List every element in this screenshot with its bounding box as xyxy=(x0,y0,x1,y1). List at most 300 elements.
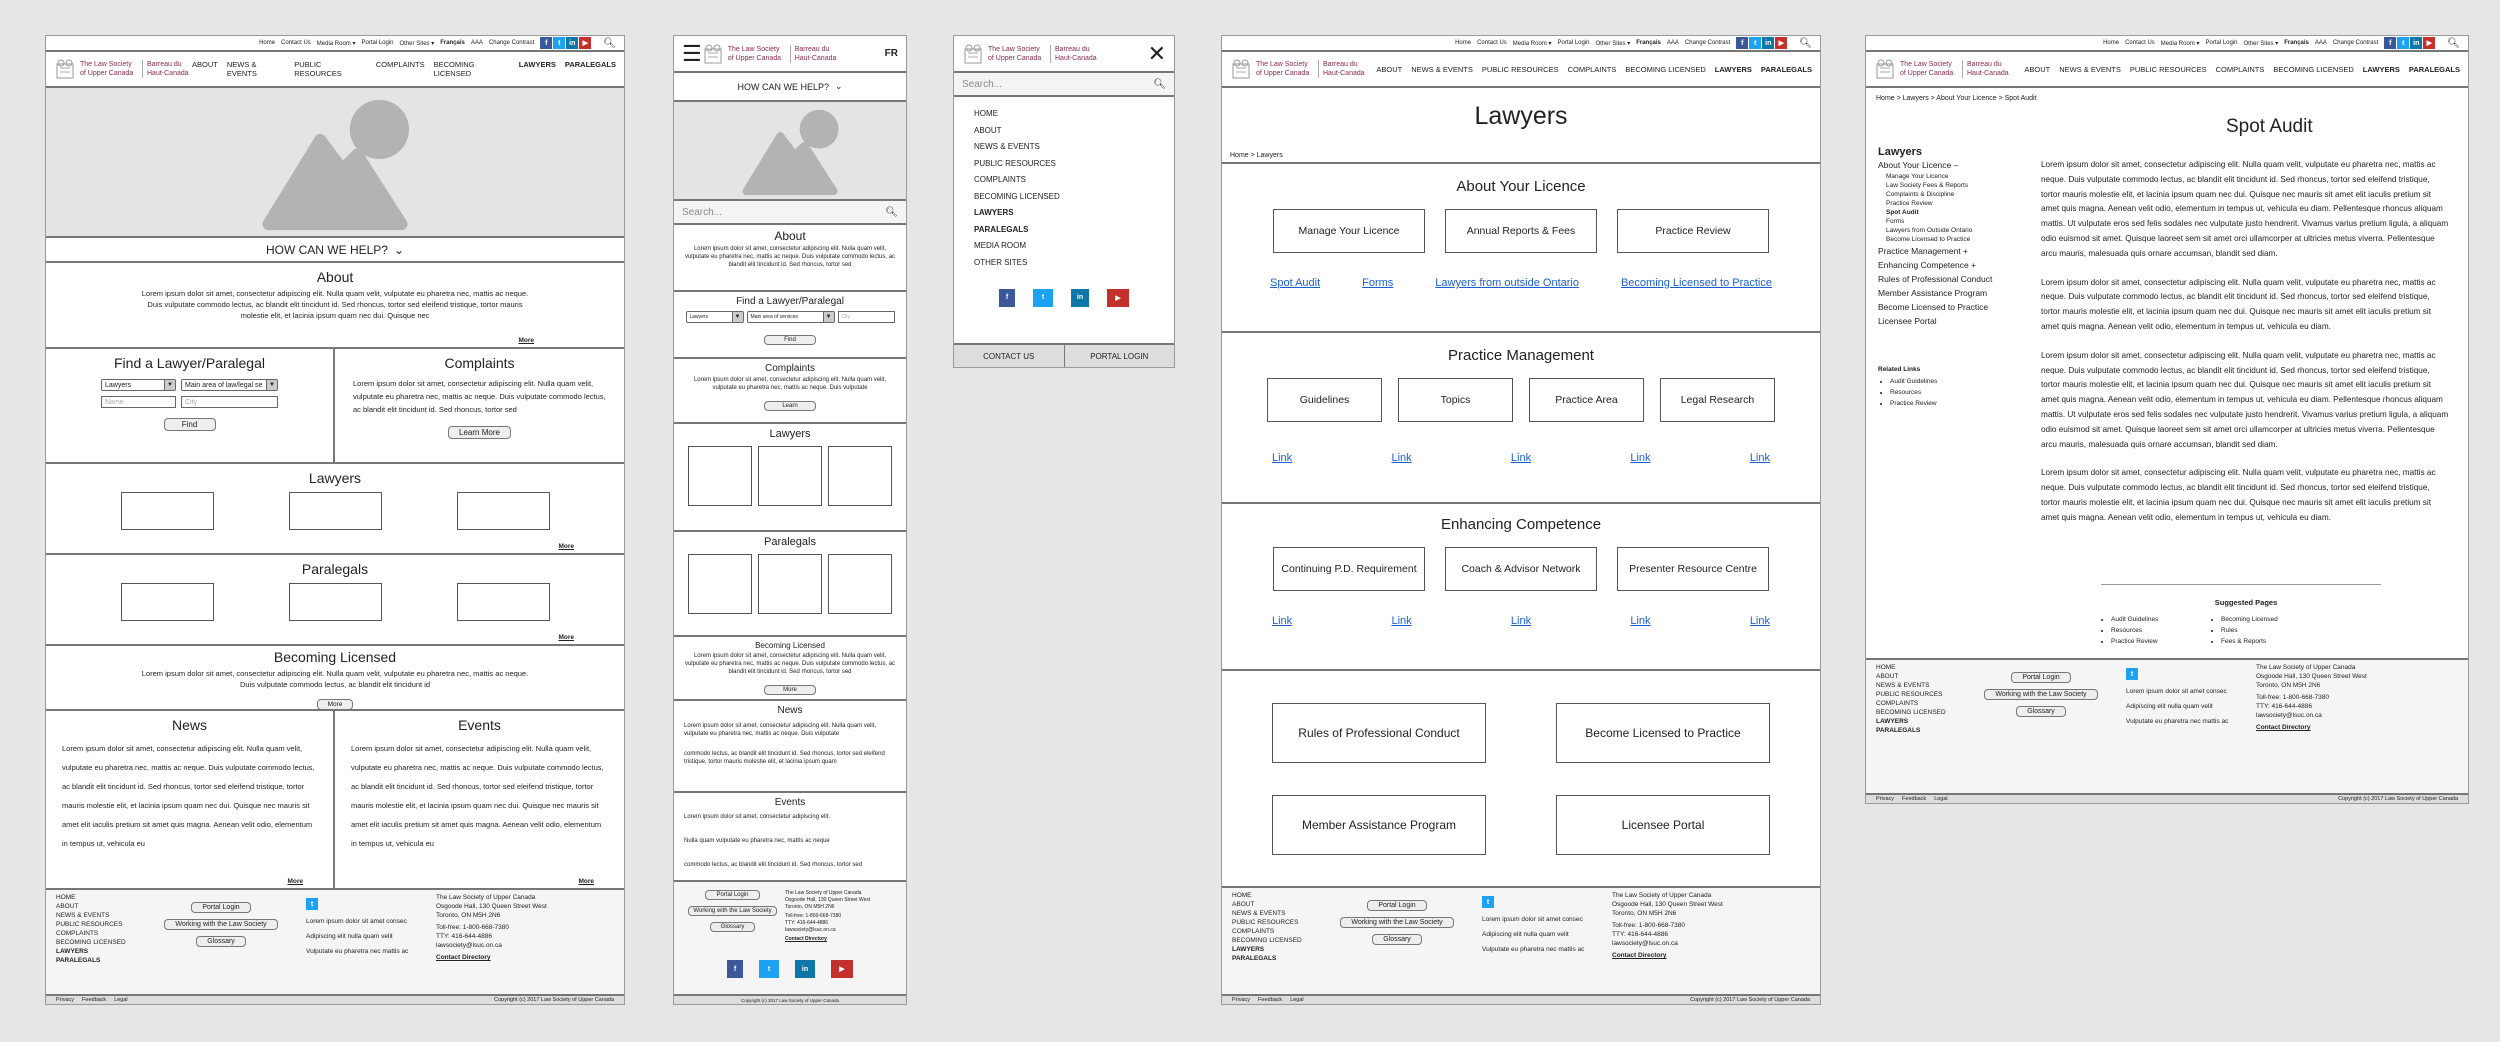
nav-item[interactable]: ABOUT xyxy=(2024,64,2051,74)
utility-link[interactable]: Change Contrast xyxy=(488,40,535,46)
search-input[interactable] xyxy=(674,201,906,225)
nav-item[interactable]: BECOMING LICENSED xyxy=(1625,64,1706,74)
suggested-page-link[interactable]: • Fees & Reports xyxy=(2221,636,2278,647)
how-can-we-help-dropdown[interactable] xyxy=(46,238,624,263)
portal-login-button[interactable]: Portal Login xyxy=(1367,900,1426,911)
nav-item[interactable]: COMPLAINTS xyxy=(1567,64,1617,74)
section-link[interactable]: Spot Audit xyxy=(1270,277,1321,289)
complaints-text: Lorem ipsum dolor sit amet, consectetur adipiscing elit. Nulla quam velit, vulputate eu pharetra nec, mattis ac neque. Duis vulputate commodo lectus, ac blandit elit tincidunt id. Sed rhoncus, tortor sed xyxy=(353,379,606,414)
close-icon[interactable]: ✕ xyxy=(1147,40,1166,66)
address-line: The Law Society of Upper Canada xyxy=(436,894,536,901)
learn-button[interactable]: Learn xyxy=(764,401,816,411)
nav-item[interactable]: ABOUT xyxy=(1376,64,1403,74)
city-input[interactable]: City xyxy=(838,311,895,323)
utility-link[interactable]: AAA xyxy=(470,40,483,46)
utility-link[interactable]: Portal Login xyxy=(361,40,394,46)
logo-text-fr: Barreau du Haut-Canada xyxy=(1318,60,1368,78)
search-icon[interactable]: 🔍︎ xyxy=(1153,78,1166,90)
utility-bar xyxy=(46,36,624,52)
contact-directory-link[interactable]: Contact Directory xyxy=(436,954,491,961)
sidebar-item[interactable]: Licensee Portal xyxy=(1878,316,1937,326)
nav-item[interactable]: LAWYERS xyxy=(1714,64,1752,74)
linkedin-icon[interactable]: in xyxy=(1071,289,1089,307)
quick-link-button[interactable]: Rules of Professional Conduct xyxy=(1272,703,1486,763)
nav-item[interactable]: LAWYERS xyxy=(2362,64,2400,74)
address-line: Toronto, ON M5H 2N6 xyxy=(2256,682,2321,689)
lawyer-card[interactable] xyxy=(289,492,382,530)
more-link[interactable]: More xyxy=(287,878,303,885)
bottom-bar xyxy=(46,994,624,1004)
nav-item[interactable]: NEWS & EVENTS xyxy=(1411,64,1473,74)
logo[interactable] xyxy=(54,58,192,80)
working-with-law-society-button[interactable]: Working with the Law Society xyxy=(1340,917,1453,928)
portal-login-button[interactable]: Portal Login xyxy=(705,890,759,900)
footer-nav-link[interactable]: COMPLAINTS xyxy=(1232,928,1275,935)
news-heading: News xyxy=(777,705,803,716)
youtube-icon[interactable]: ▶ xyxy=(579,37,591,49)
paralegal-card[interactable] xyxy=(828,554,892,614)
sidebar-item[interactable]: Member Assistance Program xyxy=(1878,288,1988,298)
footer-nav-link[interactable]: NEWS & EVENTS xyxy=(56,912,110,919)
footer-nav-link[interactable]: LAWYERS xyxy=(1876,718,1909,725)
complaints-section xyxy=(335,349,624,462)
social-icons xyxy=(2384,37,2435,49)
facebook-icon[interactable]: f xyxy=(999,289,1015,307)
utility-link[interactable]: Media Room ▾ xyxy=(316,40,356,47)
linkedin-icon[interactable]: in xyxy=(1762,37,1774,49)
bottom-link[interactable]: Privacy xyxy=(1876,796,1895,802)
mobile-footer xyxy=(674,882,906,994)
event-item: Lorem ipsum dolor sit amet, consectetur adipiscing elit. xyxy=(684,814,831,820)
language-toggle[interactable]: FR xyxy=(884,48,898,59)
youtube-icon[interactable]: ▶ xyxy=(1107,289,1129,307)
twitter-icon[interactable]: t xyxy=(1033,289,1053,307)
bottom-bar xyxy=(1866,793,2468,803)
email[interactable]: lawsociety@lsuc.on.ca xyxy=(436,942,502,949)
footer-nav-link[interactable]: COMPLAINTS xyxy=(1876,700,1919,707)
nav-item[interactable]: ABOUT xyxy=(192,60,218,69)
sidebar-subitem[interactable]: Manage Your Licence xyxy=(1886,173,1949,180)
twitter-icon[interactable]: t xyxy=(759,960,779,978)
section-button[interactable]: Coach & Advisor Network xyxy=(1445,547,1597,591)
paralegal-card[interactable] xyxy=(758,554,822,614)
breadcrumb[interactable]: Home > Lawyers > About Your Licence > Spot Audit xyxy=(1876,95,2037,102)
facebook-icon[interactable]: f xyxy=(727,960,743,978)
email[interactable]: lawsociety@lsuc.on.ca xyxy=(1612,940,1678,947)
more-link[interactable]: More xyxy=(558,634,574,641)
lawyer-card[interactable] xyxy=(457,492,550,530)
twitter-icon[interactable]: t xyxy=(306,898,318,910)
crest-icon xyxy=(962,43,984,65)
sidebar-item[interactable]: Practice Management + xyxy=(1878,246,1969,256)
spot-audit-page-wireframe xyxy=(1865,35,2469,804)
footer-nav-link[interactable]: NEWS & EVENTS xyxy=(1876,682,1930,689)
utility-link[interactable]: Portal Login xyxy=(2205,40,2238,46)
image-placeholder-icon xyxy=(674,102,906,199)
search-input[interactable] xyxy=(954,73,1174,97)
section-link[interactable]: Lawyers from outside Ontario xyxy=(1435,277,1579,289)
section-button[interactable]: Practice Review xyxy=(1617,209,1769,253)
lawyers-heading: Lawyers xyxy=(769,428,811,440)
contact-directory-link[interactable]: Contact Directory xyxy=(2256,724,2311,731)
section-link[interactable]: Link xyxy=(1510,452,1532,464)
paralegal-card[interactable] xyxy=(289,583,382,621)
nav-item[interactable]: PARALEGALS xyxy=(1760,64,1812,74)
portal-login-button[interactable]: Portal Login xyxy=(191,902,250,913)
footer-nav-link[interactable]: BECOMING LICENSED xyxy=(56,939,126,946)
utility-link[interactable]: Change Contrast xyxy=(1684,40,1731,46)
search-placeholder: Search... xyxy=(962,78,1003,90)
paralegal-card[interactable] xyxy=(121,583,214,621)
utility-link[interactable]: Home xyxy=(2103,40,2120,46)
list xyxy=(1222,452,1820,464)
menu-item[interactable]: NEWS & EVENTS xyxy=(974,142,1040,151)
nav-item[interactable]: LAWYERS xyxy=(518,60,556,69)
list xyxy=(1222,547,1820,591)
lawyers-page-wireframe xyxy=(1221,35,1821,1005)
events-section xyxy=(335,711,624,888)
contact-directory-link[interactable]: Contact Directory xyxy=(785,936,827,942)
becoming-licensed-section xyxy=(674,637,906,701)
glossary-button[interactable]: Glossary xyxy=(1372,934,1422,945)
about-text: Lorem ipsum dolor sit amet, consectetur adipiscing elit. Nulla quam velit, vulputate eu pharetra nec, mattis ac neque. Duis vulputate commodo lectus, ac blandit elit tincidunt id. Sed rhoncus, tortor sed xyxy=(684,246,896,268)
mobile-menu-wireframe xyxy=(953,35,1175,368)
linkedin-icon[interactable]: in xyxy=(795,960,815,978)
logo-text-en: The Law Society of Upper Canada xyxy=(80,61,134,77)
sidebar-item-about-your-licence[interactable]: About Your Licence – xyxy=(1878,160,1959,170)
utility-link[interactable]: AAA xyxy=(1666,40,1679,46)
search-icon[interactable]: 🔍︎ xyxy=(2447,37,2460,49)
tweet: Vulputate eu pharetra nec mattis ac xyxy=(1482,946,1585,953)
bottom-link[interactable]: Privacy xyxy=(56,997,75,1003)
learn-more-button[interactable]: Learn More xyxy=(448,426,511,439)
logo-text-fr: Barreau du Haut-Canada xyxy=(1962,60,2012,78)
section-link[interactable]: Link xyxy=(1391,452,1412,464)
crest-icon xyxy=(1230,58,1252,80)
footer-nav-link[interactable]: COMPLAINTS xyxy=(56,930,99,937)
utility-link[interactable]: Portal Login xyxy=(1557,40,1590,46)
sidebar-item[interactable]: Enhancing Competence + xyxy=(1878,260,1977,270)
area-of-law-select[interactable]: Main area of law/legal se ▼ xyxy=(181,379,278,391)
copyright: Copyright (c) 2017 Law Society of Upper Canada xyxy=(494,997,614,1003)
search-icon[interactable]: 🔍︎ xyxy=(885,206,898,218)
sidebar-subitem[interactable]: Lawyers from Outside Ontario xyxy=(1886,227,1973,234)
tweet: Vulputate eu pharetra nec mattis ac xyxy=(2126,718,2229,725)
news-text: Lorem ipsum dolor sit amet, consectetur adipiscing elit. Nulla quam velit, vulputate eu pharetra nec, mattis ac neque. Duis vulputate xyxy=(684,723,877,737)
nav-item[interactable]: PUBLIC RESOURCES xyxy=(2129,64,2207,74)
utility-link[interactable]: Media Room ▾ xyxy=(1512,40,1552,47)
about-your-licence-section xyxy=(1222,164,1820,333)
lawyer-card[interactable] xyxy=(758,446,822,506)
logo-text-fr: Barreau du Haut-Canada xyxy=(1050,45,1100,63)
paralegal-card[interactable] xyxy=(688,554,752,614)
nav-item[interactable]: NEWS & EVENTS xyxy=(2059,64,2121,74)
quick-link-button[interactable]: Licensee Portal xyxy=(1556,795,1770,855)
portal-login-button[interactable]: PORTAL LOGIN xyxy=(1090,351,1149,361)
find-complaints-row xyxy=(46,349,624,464)
nav-item[interactable]: BECOMING LICENSED xyxy=(2273,64,2354,74)
search-icon[interactable]: 🔍︎ xyxy=(1799,37,1812,49)
bottom-link[interactable]: Privacy xyxy=(1232,997,1251,1003)
sidebar-subitem[interactable]: Law Society Fees & Reports xyxy=(1886,182,1969,189)
crest-icon xyxy=(702,43,724,65)
logo[interactable] xyxy=(702,43,840,65)
quick-link-button[interactable]: Become Licensed to Practice xyxy=(1556,703,1770,763)
utility-link[interactable]: AAA xyxy=(2314,40,2327,46)
area-of-services-select[interactable]: Main area of services ▼ xyxy=(747,311,835,323)
utility-link[interactable]: Other Sites ▾ xyxy=(2243,40,2279,47)
footer-nav-link[interactable]: PARALEGALS xyxy=(1232,955,1277,962)
page-title: Spot Audit xyxy=(2226,116,2313,137)
section-link[interactable]: Link xyxy=(1272,615,1293,627)
tweet: Vulputate eu pharetra nec mattis ac xyxy=(306,948,409,955)
logo[interactable] xyxy=(962,43,1100,65)
paralegals-heading: Paralegals xyxy=(301,561,369,577)
nav-item[interactable]: NEWS & EVENTS xyxy=(226,60,257,78)
footer-nav-link[interactable]: PUBLIC RESOURCES xyxy=(1232,919,1299,926)
help-label: HOW CAN WE HELP? xyxy=(737,81,829,92)
section-button[interactable]: Legal Research xyxy=(1660,378,1775,422)
menu-item[interactable]: MEDIA ROOM xyxy=(974,241,1027,250)
nav-item[interactable]: PARALEGALS xyxy=(564,60,616,69)
mobile-header xyxy=(674,36,906,73)
menu-item[interactable]: PARALEGALS xyxy=(974,224,1029,234)
bottom-link[interactable]: Legal xyxy=(1290,997,1304,1003)
menu-item[interactable]: HOME xyxy=(974,109,998,118)
find-button[interactable]: Find xyxy=(764,335,816,345)
nav-item[interactable]: BECOMING LICENSED xyxy=(433,60,475,78)
section-button[interactable]: Continuing P.D. Requirement xyxy=(1273,547,1425,591)
bottom-link[interactable]: Feedback xyxy=(82,997,107,1003)
working-with-law-society-button[interactable]: Working with the Law Society xyxy=(1984,689,2097,700)
utility-link[interactable]: Français xyxy=(2284,40,2309,46)
youtube-icon[interactable]: ▶ xyxy=(831,960,853,978)
news-section xyxy=(674,701,906,793)
section-button[interactable]: Annual Reports & Fees xyxy=(1445,209,1597,253)
lawyer-type-select[interactable]: Lawyers ▼ xyxy=(101,379,176,391)
suggested-page-link[interactable]: • Audit Guidelines xyxy=(2111,614,2158,625)
glossary-button[interactable]: Glossary xyxy=(196,936,246,947)
email[interactable]: lawsociety@lsuc.on.ca xyxy=(785,927,836,933)
footer-nav-link[interactable]: ABOUT xyxy=(1876,673,1899,680)
sidebar-item[interactable]: Rules of Professional Conduct xyxy=(1878,274,1993,284)
footer-nav-link[interactable]: LAWYERS xyxy=(56,948,89,955)
section-link[interactable]: Forms xyxy=(1362,277,1394,289)
section-link[interactable]: Link xyxy=(1749,452,1770,464)
nav-item[interactable]: COMPLAINTS xyxy=(2215,64,2265,74)
linkedin-icon[interactable]: in xyxy=(2410,37,2422,49)
sidebar-subitem[interactable]: Forms xyxy=(1886,218,1905,225)
events-section xyxy=(674,793,906,882)
hamburger-menu-icon[interactable]: ☰ xyxy=(682,40,702,66)
social-icons xyxy=(1736,37,1787,49)
utility-link[interactable]: Contact Us xyxy=(281,40,311,46)
more-button[interactable]: More xyxy=(764,685,816,695)
utility-link[interactable]: Français xyxy=(1636,40,1661,46)
bottom-link[interactable]: Feedback xyxy=(1258,997,1283,1003)
list xyxy=(1222,277,1820,289)
about-heading: About xyxy=(774,229,806,243)
phone: Toll-free: 1-800-668-7380 xyxy=(2256,694,2329,701)
menu-item[interactable]: OTHER SITES xyxy=(974,257,1028,267)
about-text: Lorem ipsum dolor sit amet, consectetur adipiscing elit. Nulla quam velit, vulputate eu pharetra nec, mattis ac neque. Duis vulputate commodo lectus, ac blandit elit tincidunt id. Sed rhoncus, tortor sed eleifend tristique, tortor mauris molestie elit, et lacinia ipsum quam nec dui. Quisque nec xyxy=(141,289,529,320)
working-with-law-society-button[interactable]: Working with the Law Society xyxy=(688,906,776,916)
section-link[interactable]: Link xyxy=(1630,452,1651,464)
related-link[interactable]: • Audit Guidelines xyxy=(1890,376,2038,387)
sidebar-subitem[interactable]: Practice Review xyxy=(1886,200,1933,207)
footer-nav-link[interactable]: PUBLIC RESOURCES xyxy=(1876,691,1943,698)
menu-item[interactable]: PUBLIC RESOURCES xyxy=(974,158,1056,168)
section-button[interactable]: Manage Your Licence xyxy=(1273,209,1425,253)
facebook-icon[interactable]: f xyxy=(540,37,552,49)
more-button[interactable]: More xyxy=(317,699,354,710)
utility-bar xyxy=(1222,36,1820,52)
footer-nav-link[interactable]: ABOUT xyxy=(56,903,79,910)
suggested-page-link[interactable]: • Rules xyxy=(2221,625,2278,636)
linkedin-icon[interactable]: in xyxy=(566,37,578,49)
section-link[interactable]: Link xyxy=(1749,615,1770,627)
footer-nav-link[interactable]: PUBLIC RESOURCES xyxy=(56,921,123,928)
city-input[interactable]: City xyxy=(181,396,278,408)
sidebar-item[interactable]: Become Licensed to Practice xyxy=(1878,302,1989,312)
suggested-page-link[interactable]: • Becoming Licensed xyxy=(2221,614,2278,625)
sidebar-subitem[interactable]: Spot Audit xyxy=(1886,209,1919,216)
section-link[interactable]: Link xyxy=(1510,615,1532,627)
glossary-button[interactable]: Glossary xyxy=(710,922,756,932)
logo[interactable] xyxy=(1874,58,2012,80)
lawyer-card[interactable] xyxy=(121,492,214,530)
event-item: commodo lectus, ac blandit elit tincidunt id. Sed rhoncus, tortor sed xyxy=(684,862,863,868)
footer-nav-link[interactable]: PARALEGALS xyxy=(56,957,101,964)
working-with-law-society-button[interactable]: Working with the Law Society xyxy=(164,919,277,930)
footer-nav-link[interactable]: BECOMING LICENSED xyxy=(1876,709,1946,716)
news-text: Lorem ipsum dolor sit amet, consectetur adipiscing elit. Nulla quam velit, vulputate eu pharetra nec, mattis ac neque. Duis vulputate commodo lectus, ac blandit elit tincidunt id. Sed rhoncus, tortor sed eleifend tristique, tortor mauris molestie elit, et lacinia ipsum quam nec dui. Quisque nec mauris sit amet elit iaculis pretium sit amet quis magna. Aenean velit odio, elementum in tempus ut, vehicula eu xyxy=(62,744,315,848)
related-link[interactable]: • Resources xyxy=(1890,387,2038,398)
twitter-icon[interactable]: t xyxy=(2126,668,2138,680)
search-icon[interactable]: 🔍︎ xyxy=(603,37,616,49)
nav-item[interactable]: PARALEGALS xyxy=(2408,64,2460,74)
section-button[interactable]: Guidelines xyxy=(1267,378,1382,422)
more-link[interactable]: More xyxy=(558,543,574,550)
footer-nav-link[interactable]: HOME xyxy=(1876,664,1896,671)
bottom-link[interactable]: Feedback xyxy=(1902,796,1927,802)
sidebar-subitem[interactable]: Become Licensed to Practice xyxy=(1886,236,1971,243)
section-link[interactable]: Link xyxy=(1391,615,1412,627)
quick-link-button[interactable]: Member Assistance Program xyxy=(1272,795,1486,855)
contact-us-button[interactable]: CONTACT US xyxy=(954,345,1065,367)
menu-item[interactable]: BECOMING LICENSED xyxy=(974,191,1060,201)
list xyxy=(1222,378,1820,422)
complaints-heading: Complaints xyxy=(764,363,816,374)
youtube-icon[interactable]: ▶ xyxy=(1775,37,1787,49)
how-can-we-help-dropdown[interactable] xyxy=(674,73,906,102)
section-link[interactable]: Becoming Licensed to Practice xyxy=(1620,277,1772,289)
utility-link[interactable]: Home xyxy=(1455,40,1472,46)
bottom-link[interactable]: Legal xyxy=(114,997,128,1003)
lawyer-type-select[interactable]: Lawyers ▼ xyxy=(686,311,744,323)
address-line: The Law Society of Upper Canada xyxy=(785,890,862,896)
more-link[interactable]: More xyxy=(578,878,594,885)
utility-link[interactable]: Français xyxy=(440,40,465,46)
footer-nav-link[interactable]: ABOUT xyxy=(1232,901,1255,908)
nav-item[interactable]: PUBLIC RESOURCES xyxy=(1481,64,1559,74)
twitter-icon[interactable]: t xyxy=(1482,896,1494,908)
utility-link[interactable]: Change Contrast xyxy=(2332,40,2379,46)
sidebar-subitem[interactable]: Complaints & Discipline xyxy=(1886,191,1955,198)
footer-nav-link[interactable]: HOME xyxy=(56,894,76,901)
section-link[interactable]: Link xyxy=(1630,615,1651,627)
menu-item[interactable]: COMPLAINTS xyxy=(974,175,1027,184)
section-button[interactable]: Topics xyxy=(1398,378,1513,422)
utility-link[interactable]: Contact Us xyxy=(1477,40,1507,46)
utility-link[interactable]: Other Sites ▾ xyxy=(399,40,435,47)
twitter-icon[interactable]: t xyxy=(1749,37,1761,49)
tweet: Adipiscing elit nulla quam velit xyxy=(2126,703,2213,710)
utility-link[interactable]: Home xyxy=(259,40,276,46)
menu-item[interactable]: LAWYERS xyxy=(974,208,1014,217)
email[interactable]: lawsociety@lsuc.on.ca xyxy=(2256,712,2322,719)
about-section xyxy=(46,263,624,349)
footer-nav-link[interactable]: HOME xyxy=(1232,892,1252,899)
address-line: Osgoode Hall, 130 Queen Street West xyxy=(436,903,547,910)
nav-item[interactable]: PUBLIC RESOURCES xyxy=(294,60,342,78)
find-button[interactable]: Find xyxy=(164,418,216,431)
related-link[interactable]: • Practice Review xyxy=(1890,398,2038,409)
lawyer-card[interactable] xyxy=(688,446,752,506)
quick-links-grid xyxy=(1222,671,1820,886)
list xyxy=(2024,65,2460,74)
more-link[interactable]: More xyxy=(518,337,534,344)
utility-link[interactable]: Media Room ▾ xyxy=(2160,40,2200,47)
section-button[interactable]: Presenter Resource Centre xyxy=(1617,547,1769,591)
events-heading: Events xyxy=(774,797,806,808)
main-nav xyxy=(1866,52,2468,88)
menu-item[interactable]: ABOUT xyxy=(974,125,1002,135)
utility-link[interactable]: Other Sites ▾ xyxy=(1595,40,1631,47)
bottom-link[interactable]: Legal xyxy=(1934,796,1948,802)
suggested-page-link[interactable]: • Resources xyxy=(2111,625,2158,636)
facebook-icon[interactable]: f xyxy=(1736,37,1748,49)
about-heading: About xyxy=(316,269,354,285)
section-button[interactable]: Practice Area xyxy=(1529,378,1644,422)
footer-nav-link[interactable]: NEWS & EVENTS xyxy=(1232,910,1286,917)
glossary-button[interactable]: Glossary xyxy=(2016,706,2066,717)
portal-login-button[interactable]: Portal Login xyxy=(2011,672,2070,683)
nav-item[interactable]: COMPLAINTS xyxy=(375,60,425,69)
name-input[interactable]: Name xyxy=(101,396,176,408)
logo[interactable] xyxy=(1230,58,1368,80)
twitter-icon[interactable]: t xyxy=(553,37,565,49)
footer-nav-link[interactable]: BECOMING LICENSED xyxy=(1232,937,1302,944)
suggested-page-link[interactable]: • Practice Review xyxy=(2111,636,2158,647)
youtube-icon[interactable]: ▶ xyxy=(2423,37,2435,49)
facebook-icon[interactable]: f xyxy=(2384,37,2396,49)
paralegal-card[interactable] xyxy=(457,583,550,621)
list xyxy=(1376,65,1812,74)
breadcrumb[interactable]: Home > Lawyers xyxy=(1230,152,1283,159)
contact-directory-link[interactable]: Contact Directory xyxy=(1612,952,1667,959)
lawyer-card[interactable] xyxy=(828,446,892,506)
footer-nav-link[interactable]: PARALEGALS xyxy=(1876,727,1921,734)
list xyxy=(192,60,616,78)
twitter-icon[interactable]: t xyxy=(2397,37,2409,49)
tty: TTY: 416-644-4886 xyxy=(785,920,829,926)
footer-nav-link[interactable]: LAWYERS xyxy=(1232,946,1265,953)
section-link[interactable]: Link xyxy=(1272,452,1293,464)
paralegals-section xyxy=(46,555,624,646)
utility-link[interactable]: Contact Us xyxy=(2125,40,2155,46)
complaints-section xyxy=(674,359,906,424)
